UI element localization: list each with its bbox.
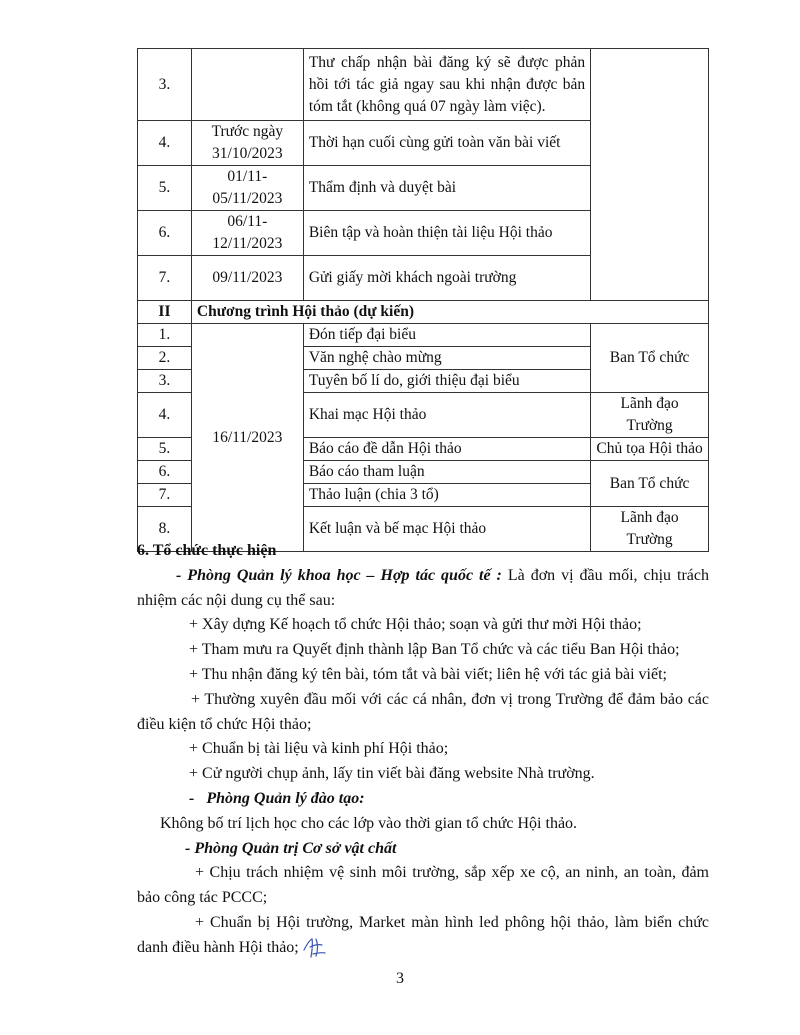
row-content: Thư chấp nhận bài đăng ký sẽ được phản hồi tới tác giả ngay sau khi nhận được bản tóm tắt (không quá 07 ngày làm việc). bbox=[303, 49, 590, 121]
row-content: Biên tập và hoàn thiện tài liệu Hội thảo bbox=[303, 211, 590, 256]
unit-name: - Phòng Quản trị Cơ sở vật chất bbox=[185, 839, 397, 857]
row-number: 5. bbox=[138, 438, 192, 461]
list-item: + Thu nhận đăng ký tên bài, tóm tắt và bài viết; liên hệ với tác giả bài viết; bbox=[189, 665, 667, 683]
table-row bbox=[138, 324, 709, 347]
row-time bbox=[191, 49, 303, 121]
row-responsible: Chủ tọa Hội thảo bbox=[591, 438, 709, 461]
list-item: + Chuẩn bị tài liệu và kinh phí Hội thảo; bbox=[189, 740, 449, 758]
row-number: 6. bbox=[138, 211, 192, 256]
row-time: 01/11-05/11/2023 bbox=[191, 166, 303, 211]
row-content: Đón tiếp đại biểu bbox=[303, 324, 590, 347]
row-responsible bbox=[591, 49, 709, 301]
row-number: 7. bbox=[138, 256, 192, 301]
program-date: 16/11/2023 bbox=[191, 324, 303, 552]
section-title: Chương trình Hội thảo (dự kiến) bbox=[191, 301, 708, 324]
section-6 bbox=[137, 539, 709, 961]
row-content: Thời hạn cuối cùng gửi toàn văn bài viết bbox=[303, 121, 590, 166]
row-time: 06/11-12/11/2023 bbox=[191, 211, 303, 256]
unit-description: Là đơn vị đầu mối, chịu trách nhiệm các nội dung cụ thể sau: bbox=[137, 566, 709, 609]
row-number: 5. bbox=[138, 166, 192, 211]
unit-name: - Phòng Quản lý khoa học – Hợp tác quốc tế : bbox=[176, 566, 502, 584]
row-content: Gửi giấy mời khách ngoài trường bbox=[303, 256, 590, 301]
row-content: Khai mạc Hội thảo bbox=[303, 393, 590, 438]
unit-description: Không bố trí lịch học cho các lớp vào thời gian tổ chức Hội thảo. bbox=[160, 814, 578, 832]
list-item bbox=[137, 911, 709, 961]
row-content: Văn nghệ chào mừng bbox=[303, 347, 590, 370]
row-content: Thẩm định và duyệt bài bbox=[303, 166, 590, 211]
row-content: Thảo luận (chia 3 tổ) bbox=[303, 484, 590, 507]
row-number: 3. bbox=[138, 370, 192, 393]
row-number: 6. bbox=[138, 461, 192, 484]
row-number: 4. bbox=[138, 121, 192, 166]
schedule-table bbox=[137, 48, 709, 552]
unit-paragraph bbox=[137, 564, 709, 614]
row-time: Trước ngày 31/10/2023 bbox=[191, 121, 303, 166]
row-number: 7. bbox=[138, 484, 192, 507]
unit-name: - Phòng Quản lý đào tạo: bbox=[189, 789, 365, 807]
row-number: 4. bbox=[138, 393, 192, 438]
section-heading: 6. Tổ chức thực hiện bbox=[137, 542, 277, 559]
row-content: Báo cáo tham luận bbox=[303, 461, 590, 484]
initial-signature-icon bbox=[301, 936, 327, 958]
row-responsible: Ban Tổ chức bbox=[591, 324, 709, 393]
table-row bbox=[138, 49, 709, 121]
list-item: + Chịu trách nhiệm vệ sinh môi trường, sắp xếp xe cộ, an ninh, an toàn, đảm bảo công tác PCCC; bbox=[137, 864, 709, 907]
row-time: 09/11/2023 bbox=[191, 256, 303, 301]
list-item: + Xây dựng Kế hoạch tổ chức Hội thảo; soạn và gửi thư mời Hội thảo; bbox=[189, 616, 642, 634]
row-responsible: Lãnh đạo Trường bbox=[591, 393, 709, 438]
row-responsible: Lãnh đạo Trường bbox=[591, 507, 709, 552]
row-content: Tuyên bố lí do, giới thiệu đại biểu bbox=[303, 370, 590, 393]
row-responsible: Ban Tổ chức bbox=[591, 461, 709, 507]
page-number: 3 bbox=[396, 970, 404, 987]
section-row bbox=[138, 301, 709, 324]
row-number: 1. bbox=[138, 324, 192, 347]
row-content: Kết luận và bế mạc Hội thảo bbox=[303, 507, 590, 552]
section-number: II bbox=[138, 301, 192, 324]
list-item: + Cử người chụp ảnh, lấy tin viết bài đăng website Nhà trường. bbox=[189, 765, 595, 783]
list-item: + Thường xuyên đầu mối với các cá nhân, đơn vị trong Trường để đảm bảo các điều kiện tổ chức Hội thảo; bbox=[137, 690, 709, 733]
row-content: Báo cáo đề dẫn Hội thảo bbox=[303, 438, 590, 461]
row-number: 2. bbox=[138, 347, 192, 370]
row-number: 8. bbox=[138, 507, 192, 552]
row-number: 3. bbox=[138, 49, 192, 121]
list-item-text: + Chuẩn bị Hội trường, Market màn hình led phông hội thảo, làm biển chức danh điều hành Hội thảo; bbox=[137, 913, 709, 956]
list-item: + Tham mưu ra Quyết định thành lập Ban Tổ chức và các tiểu Ban Hội thảo; bbox=[189, 641, 680, 659]
